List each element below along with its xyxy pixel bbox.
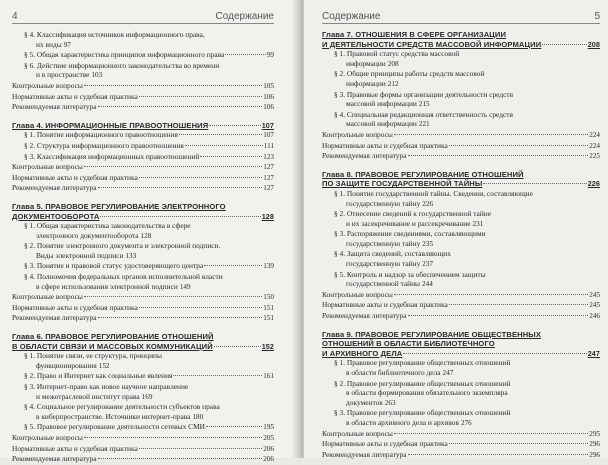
toc-chapter [322,30,600,162]
dot-leader [394,294,588,295]
toc-line [334,199,600,210]
dot-leader [185,145,263,146]
toc-line [12,292,274,303]
page-ref: 152 [98,361,110,370]
entry-text: Нормативные акты и судебная практика [12,91,138,101]
chapter-title [322,40,600,50]
toc-line: § 4. Социальное регулирование деятельности субъектов права [24,402,220,412]
toc-line [24,422,274,433]
entry-text: и в пространстве [36,70,90,80]
right-page-number: 5 [594,11,600,22]
entry-text: в области архивного дела и архивов [346,417,459,427]
page-ref: 206 [263,455,274,464]
entry-text: И ДЕЯТЕЛЬНОСТИ СРЕДСТВ МАССОВОЙ ИНФОРМАЦИИ [322,39,542,49]
left-header-title: Содержание [215,11,274,22]
page-ref: 99 [266,51,274,60]
page-ref: 123 [263,152,274,161]
entry-text: § 5. Правовое регулирование деятельности сетевых СМИ [24,422,206,432]
chapter-title [12,121,274,131]
chapter-title: Глава 8. ПРАВОВОЕ РЕГУЛИРОВАНИЕ ОТНОШЕНИЙ [322,169,524,179]
page-ref: 245 [589,301,600,310]
toc-line [12,173,274,184]
page-ref: 295 [589,429,600,438]
toc-line [12,102,274,113]
page-ref: 133 [125,251,137,260]
toc-chapter [322,170,600,322]
toc-section [322,229,600,249]
page-ref: 139 [263,262,274,271]
toc-section [322,110,600,130]
dot-leader [483,183,586,184]
left-toc [12,30,274,465]
dot-leader [214,346,261,347]
toc-aux-item [322,151,600,162]
toc-line [24,392,274,403]
toc-line [334,79,600,90]
toc-aux-item [12,162,274,173]
page-ref: 127 [263,184,274,193]
dot-leader [139,96,262,97]
toc-line: § 4. Защита сведений, составляющих [334,249,451,259]
dot-leader [98,187,263,188]
page-ref: 245 [589,290,600,299]
page-ref: 296 [589,440,600,449]
entry-text: государственную тайну [346,259,421,269]
dot-leader [98,317,263,318]
entry-text: массовой информации [346,119,417,129]
toc-section [12,241,274,261]
dot-leader [139,177,262,178]
dot-leader [408,155,589,156]
toc-chapter [12,332,274,465]
right-page [304,0,608,458]
toc-aux-item [12,454,274,465]
toc-line [322,141,600,152]
toc-line [334,59,600,70]
right-header-title: Содержание [322,11,381,22]
page-ref: 246 [589,312,600,321]
entry-text: в сфере использования электронной подписи [36,281,178,291]
toc-line: § 3. Правовое регулирование общественных отношений [334,408,511,418]
page-ref: 224 [589,130,600,139]
entry-text: Рекомендуемая литература [12,183,97,193]
chapter-title [12,342,274,352]
entry-text: Контрольные вопросы [322,428,393,438]
entry-text: Нормативные акты и судебная практика [12,172,138,182]
page-ref: 107 [263,131,274,140]
dot-leader [98,458,263,459]
dot-leader [449,304,588,305]
toc-line [322,429,600,440]
entry-text: и их засекречивание и рассекречивание [346,218,471,228]
toc-section [12,40,274,51]
entry-text: Нормативные акты и судебная практика [322,439,448,449]
right-toc [322,30,600,460]
toc-line [12,433,274,444]
toc-line [24,231,274,242]
toc-line [12,92,274,103]
page-ref: 97 [63,40,71,49]
entry-text: ДОКУМЕНТООБОРОТА [12,211,100,221]
entry-text: Виды электронной подписи [36,250,124,260]
entry-text: § 1. Понятие информационного правоотношения [24,130,178,140]
dot-leader [394,433,588,434]
entry-text: § 3. Классификация информационных правоотношений [24,151,200,161]
page-ref: 247 [587,348,600,358]
toc-line [322,290,600,301]
dot-leader [403,353,586,354]
dot-leader [98,106,263,107]
page-ref: 161 [263,372,274,381]
dot-leader [449,443,588,444]
toc-section [12,261,274,272]
toc-section [322,90,600,110]
toc-section [322,49,600,69]
page-ref: 244 [422,280,433,289]
toc-aux-item [12,92,274,103]
toc-section [12,351,274,371]
dot-leader [542,44,586,45]
toc-section [12,221,274,241]
toc-section [322,209,600,229]
entry-text: Нормативные акты и судебная практика [322,300,448,310]
entry-text: информации [346,58,386,68]
toc-line [24,141,274,152]
entry-text: Рекомендуемая литература [322,449,407,459]
toc-section [12,371,274,382]
toc-line [334,239,600,250]
toc-line [334,418,600,429]
toc-line: § 2. Правовое регулирование общественных отношений [334,378,511,388]
chapter-title [322,179,600,189]
dot-leader [84,437,262,438]
toc-aux-item [322,130,600,141]
chapter-title: Глава 6. ПРАВОВОЕ РЕГУЛИРОВАНИЕ ОТНОШЕНИЙ [12,332,214,342]
toc-line: § 1. Понятие связи, ее структура, принципы [24,351,162,361]
page-ref: 206 [263,444,274,453]
toc-line [322,130,600,141]
page-ref: 263 [384,398,396,407]
entry-text: электронного документооборота [36,230,139,240]
entry-text: Рекомендуемая литература [322,311,407,321]
toc-line [24,40,274,51]
entry-text: § 2. Структура информационного правоотношения [24,140,184,150]
toc-line: § 5. Контроль и надзор за обеспечением защиты [334,269,486,279]
toc-line [24,412,274,423]
entry-text: Контрольные вопросы [12,292,83,302]
page-ref: 151 [263,303,274,312]
entry-text: Контрольные вопросы [12,80,83,90]
toc-line [334,119,600,130]
toc-line [24,130,274,141]
page-ref: 215 [418,100,430,109]
entry-text: § 5. Общая характеристика принципов информационного права [24,50,225,60]
toc-line [334,259,600,270]
dot-leader [206,426,262,427]
page-ref: 152 [261,341,274,351]
toc-line [322,439,600,450]
dot-leader [408,315,589,316]
page-ref: 212 [387,79,399,88]
entry-text: Рекомендуемая литература [12,313,97,323]
page-ref: 111 [263,141,274,150]
toc-chapter [322,330,600,461]
toc-section [322,270,600,290]
chapter-title: ОТНОШЕНИЙ В ОБЛАСТИ БИБЛИОТЕЧНОГО [322,339,495,349]
entry-text: И АРХИВНОГО ДЕЛА [322,348,403,358]
dot-leader [449,145,588,146]
page-ref: 127 [263,173,274,182]
right-running-head [322,0,600,24]
toc-section [12,152,274,163]
page-ref: 205 [263,433,274,442]
page-ref: 169 [141,392,153,401]
page-ref: 296 [589,450,600,459]
page-ref: 208 [387,59,399,68]
dot-leader [204,265,262,266]
dot-leader [179,134,262,135]
toc-line [334,368,600,379]
toc-line: § 1. Правовой статус средства массовой [334,49,460,59]
page-ref: 150 [263,293,274,302]
toc-aux-item [322,450,600,461]
toc-section [12,50,274,61]
page-ref: 127 [263,163,274,172]
chapter-title: Глава 9. ПРАВОВОЕ РЕГУЛИРОВАНИЕ ОБЩЕСТВЕННЫХ [322,329,541,339]
toc-aux-item [12,81,274,92]
toc-section [322,69,600,89]
page-ref: 226 [422,199,434,208]
toc-line: § 3. Распоряжение сведениями, составляющими [334,229,486,239]
page-ref: 180 [192,412,204,421]
toc-line: § 4. Специальная редакционная ответственность средств [334,109,513,119]
dot-leader [209,125,260,126]
toc-section [12,402,274,422]
toc-line [12,183,274,194]
entry-text: Нормативные акты и судебная практика [322,140,448,150]
toc-line [322,311,600,322]
toc-line: § 3. Правовые формы организации деятельности средств [334,89,514,99]
page-ref: 107 [261,120,274,130]
chapter-title [322,349,600,359]
dot-leader [84,166,262,167]
toc-section [12,141,274,152]
toc-aux-item [12,303,274,314]
entry-text: документов [346,397,383,407]
entry-text: Контрольные вопросы [322,129,393,139]
toc-line [12,313,274,324]
toc-line: § 1. Общая характеристика законодательства в сфере [24,221,191,231]
toc-section [12,272,274,292]
entry-text: массовой информации [346,99,417,109]
toc-line [334,219,600,230]
page-ref: 231 [472,219,484,228]
toc-line [24,282,274,293]
page-ref: 128 [261,211,274,221]
toc-line [24,261,274,272]
toc-section [12,382,274,402]
entry-text: функционирования [36,360,97,370]
toc-aux-item [12,173,274,184]
chapter-title [12,212,274,222]
page-ref: 208 [587,39,600,49]
page-ref: 225 [589,152,600,161]
toc-aux-item [12,444,274,455]
toc-line: в области формирования обязательного экземпляра [346,388,508,398]
toc-line [24,251,274,262]
page-ref: 149 [179,282,191,291]
page-ref: 128 [140,231,152,240]
entry-text: § 3. Понятие и правовой статус удостоверяющего центра [24,261,204,271]
entry-text: информации [346,78,386,88]
toc-line [322,300,600,311]
entry-text: их виды [36,39,62,49]
page-ref: 247 [442,369,454,377]
toc-line [322,151,600,162]
toc-line [24,152,274,163]
dot-leader [139,448,262,449]
left-page [0,0,300,464]
entry-text: и межотраслевой институт права [36,391,140,401]
dot-leader [139,307,262,308]
left-page-number: 4 [12,11,18,22]
entry-text: Рекомендуемая литература [12,454,97,464]
toc-section [322,379,600,409]
page-ref: 151 [263,314,274,323]
entry-text: государственной тайны [346,279,420,289]
toc-section [12,422,274,433]
toc-line [334,99,600,110]
entry-text: Контрольные вопросы [322,289,393,299]
toc-section [322,408,600,428]
entry-text: Нормативные акты и судебная практика [12,443,138,453]
dot-leader [200,156,262,157]
toc-section [322,358,600,378]
toc-line: § 4. Классификация источников информационного права, [24,30,205,39]
toc-line [24,371,274,382]
toc-aux-item [12,313,274,324]
page-ref: 235 [422,239,434,248]
toc-chapter [12,121,274,194]
page-ref: 237 [422,260,434,269]
dot-leader [173,375,262,376]
toc-line: § 2. Отнесение сведений к государственной тайне [334,209,492,219]
toc-line [334,279,600,290]
toc-section [12,30,274,40]
entry-text: § 2. Право и Интернет как социальные явления [24,371,173,381]
entry-text: государственную тайну [346,238,421,248]
page-ref: 276 [460,418,472,427]
chapter-title: Глава 5. ПРАВОВОЕ РЕГУЛИРОВАНИЕ ЭЛЕКТРОННОГО [12,201,226,211]
toc-aux-item [12,433,274,444]
toc-line [334,398,600,409]
page-ref: 106 [263,92,274,101]
toc-line: § 2. Понятие электронного документа и электронной подписи. [24,241,221,251]
entry-text: Контрольные вопросы [12,432,83,442]
toc-section [322,249,600,269]
toc-line: § 4. Полномочия федеральных органов исполнительной власти [24,272,223,282]
dot-leader [394,134,588,135]
dot-leader [84,85,262,86]
toc-section [12,130,274,141]
entry-text: Глава 4. ИНФОРМАЦИОННЫЕ ПРАВООТНОШЕНИЯ [12,120,209,130]
toc-line [12,303,274,314]
entry-text: государственную тайну [346,198,421,208]
toc-section [322,189,600,209]
entry-text: в киберпространстве. Источники интернет-права [36,411,191,421]
toc-line: § 3. Интернет-право как новое научное направление [24,382,189,391]
toc-section [12,70,274,81]
entry-text: Контрольные вопросы [12,162,83,172]
page-ref: 224 [589,141,600,150]
toc-line: § 1. Правовое регулирование общественных отношений [334,358,511,368]
toc-line: § 2. Общие принципы работы средств массовой [334,69,485,79]
dot-leader [84,296,262,297]
toc-line [24,50,274,61]
dot-leader [225,54,265,55]
toc-aux-item [12,102,274,113]
left-running-head [12,0,274,24]
toc-aux-item [322,290,600,301]
toc-line [12,162,274,173]
toc-line [24,70,274,81]
toc-line: § 1. Понятие государственной тайны. Сведения, составляющие [334,188,533,198]
toc-aux-item [322,141,600,152]
page-ref: 195 [263,423,274,432]
toc-aux-item [12,292,274,303]
entry-text: Рекомендуемая литература [322,151,407,161]
toc-line: § 6. Действие информационного законодательства во времени [24,60,220,70]
page-ref: 106 [263,103,274,112]
dot-leader [100,216,260,217]
toc-aux-item [322,439,600,450]
entry-text: в области библиотечного дела [346,368,441,377]
toc-chapter [12,202,274,324]
chapter-title: Глава 7. ОТНОШЕНИЯ В СФЕРЕ ОРГАНИЗАЦИИ [322,30,507,39]
toc-line [24,361,274,372]
toc-aux-item [12,183,274,194]
toc-line [12,81,274,92]
entry-text: ПО ЗАЩИТЕ ГОСУДАРСТВЕННОЙ ТАЙНЫ [322,179,483,189]
page-ref: 221 [418,120,430,129]
page-ref: 226 [587,179,600,189]
entry-text: Рекомендуемая литература [12,102,97,112]
toc-aux-item [322,300,600,311]
toc-line [322,450,600,461]
toc-aux-item [322,429,600,440]
page-ref: 103 [91,71,103,80]
dot-leader [408,454,589,455]
entry-text: В ОБЛАСТИ СВЯЗИ И МАССОВЫХ КОММУНИКАЦИЙ [12,341,213,351]
page-ref: 105 [263,81,274,90]
toc-section [12,61,274,71]
toc-line [12,444,274,455]
entry-text: Нормативные акты и судебная практика [12,302,138,312]
toc-aux-item [322,311,600,322]
toc-line [12,454,274,465]
